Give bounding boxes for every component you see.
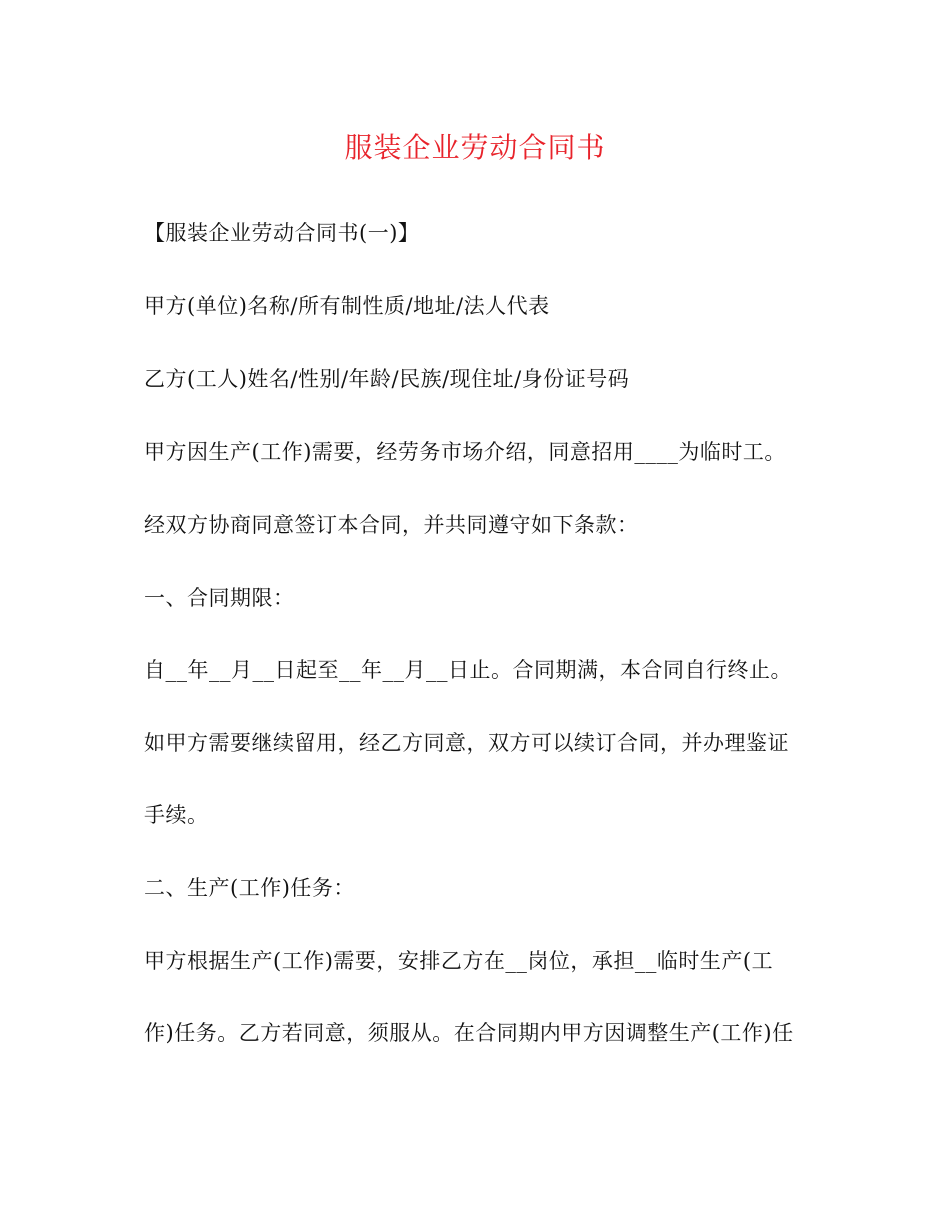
paragraph-line: 甲方因生产(工作)需要，经劳务市场介绍，同意招用____为临时工。	[144, 440, 786, 464]
clause-heading: 二、生产(工作)任务：	[144, 876, 355, 900]
paragraph-line: 手续。	[144, 803, 209, 827]
document-title: 服装企业劳动合同书	[344, 131, 606, 164]
clause-heading: 一、合同期限：	[144, 586, 295, 610]
paragraph-line: 经双方协商同意签订本合同，并共同遵守如下条款：	[144, 513, 639, 537]
paragraph-line: 作)任务。乙方若同意，须服从。在合同期内甲方因调整生产(工作)任	[144, 1021, 794, 1045]
paragraph-line: 甲方(单位)名称/所有制性质/地址/法人代表	[144, 294, 550, 318]
paragraph-line: 乙方(工人)姓名/性别/年龄/民族/现住址/身份证号码	[144, 367, 630, 391]
paragraph-line: 甲方根据生产(工作)需要，安排乙方在__岗位，承担__临时生产(工	[144, 949, 774, 973]
section-heading: 【服装企业劳动合同书(一)】	[144, 221, 420, 245]
paragraph-line: 自__年__月__日起至__年__月__日止。合同期满，本合同自行终止。	[144, 658, 792, 682]
paragraph-line: 如甲方需要继续留用，经乙方同意，双方可以续订合同，并办理鉴证	[144, 731, 789, 755]
